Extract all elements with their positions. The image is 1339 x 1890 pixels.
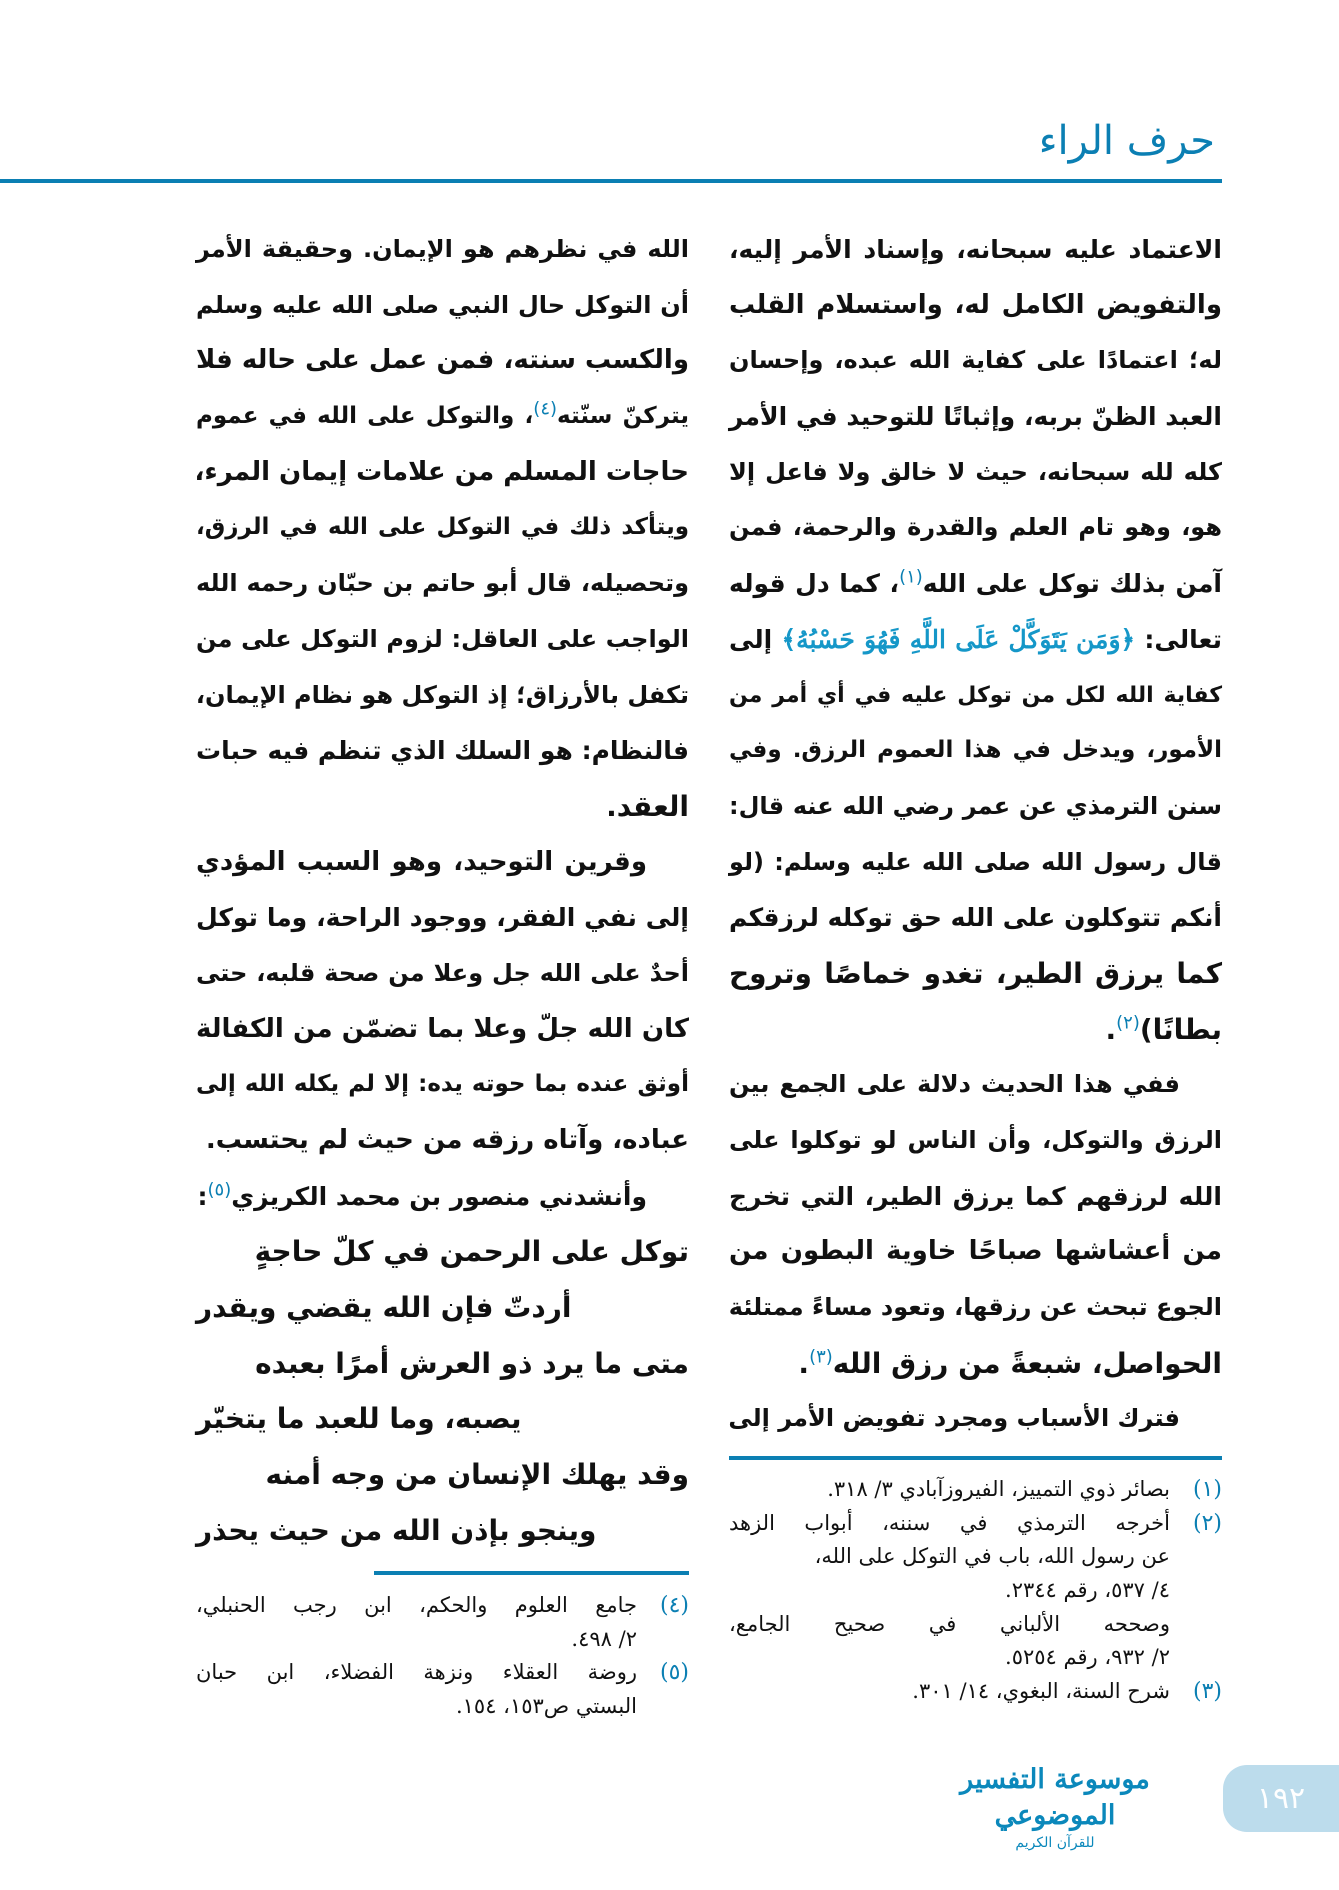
text-line bbox=[729, 1336, 1222, 1392]
text-run: إلى bbox=[729, 624, 782, 654]
text-line bbox=[196, 500, 689, 556]
text-line bbox=[729, 612, 1222, 668]
footnote-line: جامع العلوم والحكم، ابن رجب الحنبلي، bbox=[196, 1593, 637, 1617]
text-run: أوثق عنده بما حوته يده: إلا لم يكله الله إلى bbox=[196, 1071, 689, 1098]
page-number: ١٩٢ bbox=[1223, 1765, 1339, 1832]
text-run: توكل على الرحمن في كلّ حاجةٍ bbox=[254, 1235, 689, 1269]
text-line bbox=[196, 1113, 689, 1169]
footnote-line: ٤/ ٥٣٧، رقم ٢٣٤٤. bbox=[1005, 1578, 1170, 1603]
text-line bbox=[196, 1391, 689, 1447]
footnote-line: ٢/ ٩٣٢، رقم ٥٢٥٤. bbox=[1005, 1645, 1170, 1670]
footnote-line: وصححه الألباني في صحيح الجامع، bbox=[729, 1611, 1170, 1636]
text-run: قال رسول الله صلى الله عليه وسلم: (لو bbox=[729, 847, 1222, 876]
text-run: تعالى: bbox=[1135, 624, 1222, 654]
text-line bbox=[196, 1002, 689, 1058]
text-run: الحواصل، شبعةً من رزق الله bbox=[832, 1346, 1222, 1380]
text-line bbox=[729, 668, 1222, 724]
text-line bbox=[196, 445, 689, 501]
text-run: فترك الأسباب ومجرد تفويض الأمر إلى bbox=[728, 1404, 1180, 1433]
text-line bbox=[729, 1224, 1222, 1280]
footnote-number: (٢) bbox=[1192, 1510, 1222, 1536]
text-line bbox=[196, 1057, 689, 1113]
text-line bbox=[729, 222, 1222, 278]
text-line bbox=[729, 445, 1222, 501]
logo-subtitle: للقرآن الكريم bbox=[1015, 1835, 1095, 1851]
text-run: وقد يهلك الإنسان من وجه أمنه bbox=[265, 1458, 689, 1492]
footnote-ref[interactable]: (٤) bbox=[533, 398, 558, 420]
text-line bbox=[196, 723, 689, 779]
text-run: العقد. bbox=[606, 789, 689, 823]
text-run: كان الله جلّ وعلا بما تضمّن من الكفالة bbox=[196, 1013, 689, 1044]
text-run: ، والتوكل على الله في عموم bbox=[196, 403, 534, 430]
text-line bbox=[729, 389, 1222, 445]
footnote-line: روضة العقلاء ونزهة الفضلاء، ابن حبان bbox=[196, 1660, 637, 1685]
text-run: كما يرزق الطير، تغدو خماصًا وتروح bbox=[729, 956, 1222, 990]
footnote-line: بصائر ذوي التمييز، الفيروزآبادي ٣/ ٣١٨. bbox=[827, 1477, 1170, 1501]
text-line bbox=[196, 668, 689, 724]
text-line bbox=[196, 779, 689, 835]
text-run: والتفويض الكامل له، واستسلام القلب bbox=[729, 289, 1222, 320]
text-run: آمن بذلك توكل على الله bbox=[922, 569, 1222, 599]
text-run: كفاية الله لكل من توكل عليه في أي أمر من bbox=[729, 682, 1222, 708]
footnote bbox=[729, 1473, 1222, 1507]
text-run: الواجب على العاقل: لزوم التوكل على من bbox=[196, 624, 689, 653]
text-run: . bbox=[798, 1346, 810, 1380]
text-line bbox=[196, 612, 689, 668]
text-run: يتركنّ سنّته bbox=[557, 403, 689, 430]
text-line bbox=[196, 333, 689, 389]
text-run: تكفل بالأرزاق؛ إذ التوكل هو نظام الإيمان، bbox=[195, 680, 689, 709]
footnote-line: شرح السنة، البغوي، ١٤/ ٣٠١. bbox=[912, 1679, 1170, 1704]
footnote-number: (٣) bbox=[1192, 1679, 1222, 1705]
text-run: له؛ اعتمادًا على كفاية الله عبده، وإحسان bbox=[729, 346, 1222, 375]
text-run: أن التوكل حال النبي صلى الله عليه وسلم bbox=[196, 290, 689, 319]
text-run: وينجو بإذن الله من حيث يحذر bbox=[196, 1513, 597, 1547]
text-line bbox=[196, 1503, 689, 1559]
footnote-body bbox=[196, 1656, 637, 1723]
text-line bbox=[729, 779, 1222, 835]
text-run: هو، وهو تام العلم والقدرة والرحمة، فمن bbox=[729, 513, 1222, 542]
text-line bbox=[196, 1280, 689, 1336]
text-run: أنكم تتوكلون على الله حق توكله لرزقكم bbox=[729, 903, 1222, 933]
text-run: وقرين التوحيد، وهو السبب المؤدي bbox=[196, 846, 647, 877]
footnote-line: عن رسول الله، باب في التوكل على الله، bbox=[814, 1544, 1170, 1569]
text-line bbox=[729, 1391, 1222, 1447]
right-column bbox=[729, 222, 1222, 1447]
text-run: ويتأكد ذلك في التوكل على الله في الرزق، bbox=[196, 514, 689, 541]
text-run: متى ما يرد ذو العرش أمرًا بعبده bbox=[255, 1346, 689, 1380]
text-line bbox=[729, 1057, 1222, 1113]
footnote-number: (١) bbox=[1192, 1477, 1222, 1502]
text-run: الأمور، ويدخل في هذا العموم الرزق. وفي bbox=[729, 737, 1222, 764]
footnote bbox=[196, 1656, 689, 1723]
text-line bbox=[196, 946, 689, 1002]
footnote bbox=[196, 1589, 689, 1656]
text-run: والكسب سنته، فمن عمل على حاله فلا bbox=[196, 345, 689, 376]
text-line bbox=[196, 1169, 689, 1225]
text-run: أردتّ فإن الله يقضي ويقدر bbox=[196, 1291, 572, 1325]
text-line bbox=[729, 890, 1222, 946]
text-line bbox=[196, 278, 689, 334]
footnote-ref[interactable]: (٣) bbox=[809, 1346, 833, 1368]
footnote-ref[interactable]: (١) bbox=[899, 566, 923, 588]
text-run: ، كما دل قوله bbox=[729, 569, 900, 599]
publisher-logo bbox=[930, 1762, 1180, 1852]
text-line bbox=[729, 278, 1222, 334]
text-line bbox=[196, 1447, 689, 1503]
text-run: إلى نفي الفقر، ووجود الراحة، وما توكل bbox=[196, 903, 689, 933]
text-run: الرزق والتوكل، وأن الناس لو توكلوا على bbox=[729, 1126, 1222, 1154]
text-line bbox=[196, 1336, 689, 1392]
footnote-line: أخرجه الترمذي في سننه، أبواب الزهد bbox=[729, 1510, 1170, 1535]
footnote-line: ٢/ ٤٩٨. bbox=[571, 1626, 637, 1651]
text-run: كله لله سبحانه، حيث لا خالق ولا فاعل إلا bbox=[729, 457, 1222, 486]
text-line bbox=[729, 1002, 1222, 1058]
text-run: عباده، وآتاه رزقه من حيث لم يحتسب. bbox=[205, 1125, 689, 1155]
text-line bbox=[729, 556, 1222, 612]
footnote-number: (٤) bbox=[659, 1593, 689, 1618]
footnote-body bbox=[729, 1675, 1170, 1709]
text-run: العبد الظنّ بربه، وإثباتًا للتوحيد في الأمر bbox=[729, 402, 1222, 432]
footnote-line: البستي ص١٥٣، ١٥٤. bbox=[455, 1694, 637, 1719]
footnote bbox=[729, 1507, 1222, 1675]
footnote-divider-left bbox=[374, 1571, 689, 1575]
header-divider bbox=[0, 179, 1222, 183]
footnote-body bbox=[729, 1473, 1170, 1507]
footnote-body bbox=[729, 1507, 1170, 1675]
text-run: الله في نظرهم هو الإيمان. وحقيقة الأمر bbox=[196, 235, 689, 263]
chapter-title: حرف الراء bbox=[1038, 118, 1215, 164]
text-run: من أعشاشها صباحًا خاوية البطون من bbox=[729, 1236, 1222, 1267]
text-line bbox=[196, 835, 689, 891]
text-run: وتحصيله، قال أبو حاتم بن حبّان رحمه الله bbox=[196, 569, 689, 598]
text-run: الله لرزقهم كما يرزق الطير، التي تخرج bbox=[729, 1181, 1222, 1211]
footnote-ref[interactable]: (٢) bbox=[1116, 1012, 1140, 1034]
footnote-body bbox=[196, 1589, 637, 1656]
text-line bbox=[196, 222, 689, 278]
footnote bbox=[729, 1675, 1222, 1709]
text-run: أحدٌ على الله جل وعلا من صحة قلبه، حتى bbox=[196, 958, 689, 987]
text-line bbox=[729, 1280, 1222, 1336]
footnote-number: (٥) bbox=[659, 1660, 689, 1686]
text-line bbox=[729, 1169, 1222, 1225]
footnote-divider-right bbox=[729, 1456, 1222, 1460]
text-run: سنن الترمذي عن عمر رضي الله عنه قال: bbox=[729, 791, 1222, 820]
footnote-ref[interactable]: (٥) bbox=[207, 1179, 232, 1201]
text-run: حاجات المسلم من علامات إيمان المرء، bbox=[194, 456, 689, 487]
quran-verse: ﴿وَمَن يَتَوَكَّلْ عَلَى اللَّهِ فَهُوَ حَسْبُهُ﴾ bbox=[781, 624, 1136, 654]
text-line bbox=[729, 333, 1222, 389]
text-line bbox=[729, 1113, 1222, 1169]
text-run: الجوع تبحث عن رزقها، وتعود مساءً ممتلئة bbox=[728, 1293, 1222, 1322]
text-line bbox=[196, 890, 689, 946]
text-run: وأنشدني منصور بن محمد الكريزي bbox=[231, 1181, 647, 1211]
text-run: يصبه، وما للعبد ما يتخيّر bbox=[196, 1402, 522, 1436]
footnotes-right bbox=[729, 1473, 1222, 1709]
text-run: . bbox=[1105, 1012, 1117, 1046]
text-run: : bbox=[197, 1181, 208, 1211]
text-line bbox=[729, 835, 1222, 891]
text-line bbox=[729, 723, 1222, 779]
text-run: ففي هذا الحديث دلالة على الجمع بين bbox=[729, 1070, 1180, 1099]
text-line bbox=[729, 946, 1222, 1002]
footnotes-left bbox=[196, 1589, 689, 1724]
logo-title: موسوعة التفسير الموضوعي bbox=[960, 1764, 1150, 1831]
text-run: فالنظام: هو السلك الذي تنظم فيه حبات bbox=[196, 736, 689, 766]
text-run: بطانًا) bbox=[1139, 1012, 1222, 1046]
text-line bbox=[729, 500, 1222, 556]
text-line bbox=[196, 389, 689, 445]
text-line bbox=[196, 556, 689, 612]
text-line bbox=[196, 1224, 689, 1280]
left-column bbox=[196, 222, 689, 1559]
text-run: الاعتماد عليه سبحانه، وإسناد الأمر إليه، bbox=[729, 235, 1222, 264]
